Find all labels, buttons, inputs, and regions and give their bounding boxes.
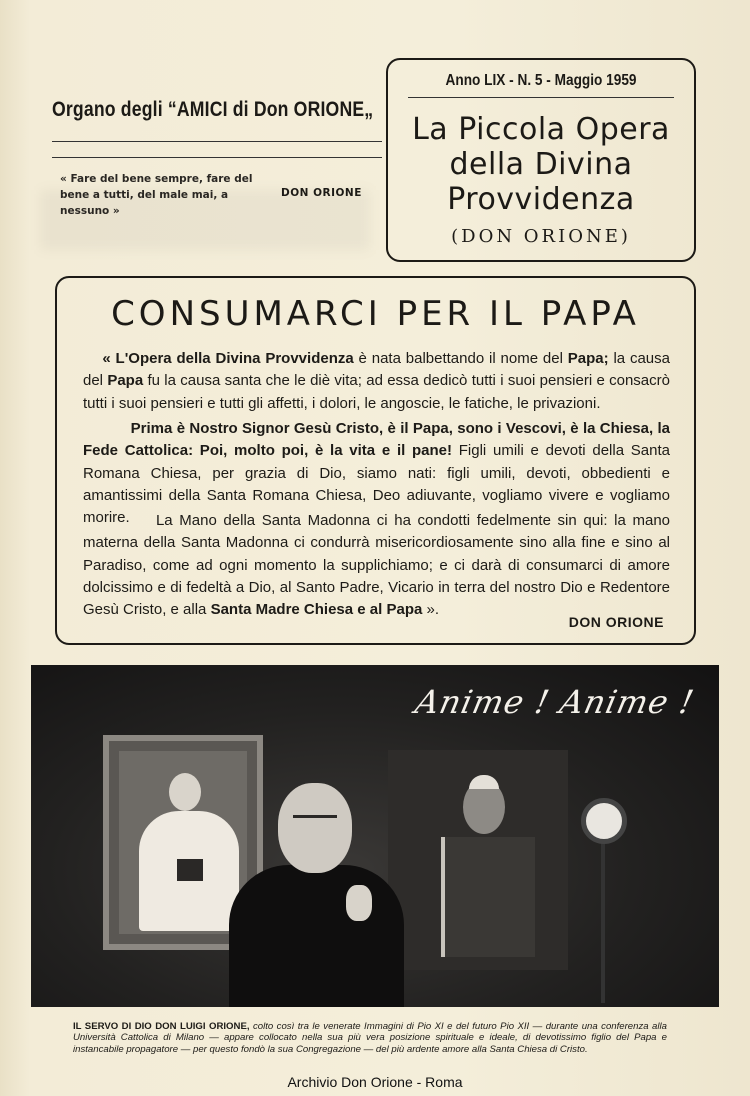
photo-caption [73,1021,667,1055]
header-rule-top [52,141,382,142]
p1-text: è nata balbettando il nome del [353,350,568,367]
p1-text-2: la causa del [83,350,670,390]
don-orione-cassock [229,865,404,1007]
article-signature: DON ORIONE [568,614,664,630]
archive-footer: Archivio Don Orione - Roma [287,1074,463,1090]
article-paragraph-1 [83,348,670,415]
caption-lead: IL SERVO DI DIO DON LUIGI ORIONE, [73,1021,250,1032]
motto-quote: « Fare del bene sempre, fare del bene a tutti, del male mai, a nessuno » [60,173,253,217]
p1-text-3: fu la causa santa che le diè vita; ad essa dedicò tutti i suoi pensieri e consacrò tutti i suoi pensieri e tutti gli affetti, i dolori, le angoscie, le fatiche, le privazioni. [83,372,670,412]
article-box [55,276,696,645]
p3-end: ». [422,601,440,619]
microphone [581,798,627,844]
header-rule-bottom [52,157,382,158]
masthead-title-line2: della Divina [449,147,633,182]
masthead-title-line1: La Piccola Opera [412,112,670,147]
masthead-subtitle: (DON ORIONE) [451,226,631,247]
microphone-stand [601,843,605,1003]
masthead-title-line3: Provvidenza [447,182,635,217]
article-headline: CONSUMARCI PER IL PAPA [111,294,640,334]
masthead-rule [408,97,674,98]
don-orione-eyes [293,815,337,826]
article-paragraph-3 [83,510,670,621]
caption-text: colto così tra le venerate Immagini di Pio XI e del futuro Pio XII — durante una conferenza alla Università Cattolica di Milano — appare collocato nella sua più vera posizione spirituale e ideale, di devotissimo figlio del Papa e instancabile propagatore — per questo fondò la sua Congregazione — del più ardente amore alla Santa Chiesa di Cristo. [73,1021,667,1055]
don-orione-head [278,783,352,873]
organ-heading: Organo degli “AMICI di Don ORIONE„ [52,98,374,121]
p1-bold-papa: Papa; [567,350,609,367]
issue-line: Anno LIX - N. 5 - Maggio 1959 [445,72,637,89]
handwritten-inscription: Anime ! Anime ! [411,683,698,721]
p3-text: La Mano della Santa Madonna ci ha condotti fedelmente sin qui: la mano materna della Santa Madonna ci condurrà misericordiosamente sino alla fine e sino al Paradiso, come ad ogni momento la supplichiamo; e ci darà di consumarci di amore dolcissimo e di fedeltà a Dio, al Santo Padre, Vicario in terra del nostro Dio e Redentore Gesù Cristo, e alla [83,512,671,619]
pope-figure [441,837,535,957]
motto-author: DON ORIONE [281,187,362,199]
don-orione-hand [346,885,372,921]
p1-bold-papa-2: Papa [107,372,144,390]
p1-bold-opening: « L'Opera della Divina Provvidenza [102,350,354,367]
portrait-book [177,859,203,881]
portrait-canvas [119,751,247,934]
portrait-head [169,773,201,811]
p3-bold: Santa Madre Chiesa e al Papa [210,601,423,619]
photograph [31,665,719,1007]
p2-bold: Prima è Nostro Signor Gesù Cristo, è il Papa, sono i Vescovi, è la Chiesa, la Fede Cattolica: Poi, molto poi, è la vita e il pane! [83,420,671,460]
p2-text: Figli umili e devoti della Santa Romana Chiesa, per grazia di Dio, siamo nati: figli umili, devoti, obbedienti e amantissimi della Santa Romana Chiesa, Deo adiuvante, vogliamo vivere e vogliamo morire. [83,442,670,527]
masthead-box [386,58,696,262]
